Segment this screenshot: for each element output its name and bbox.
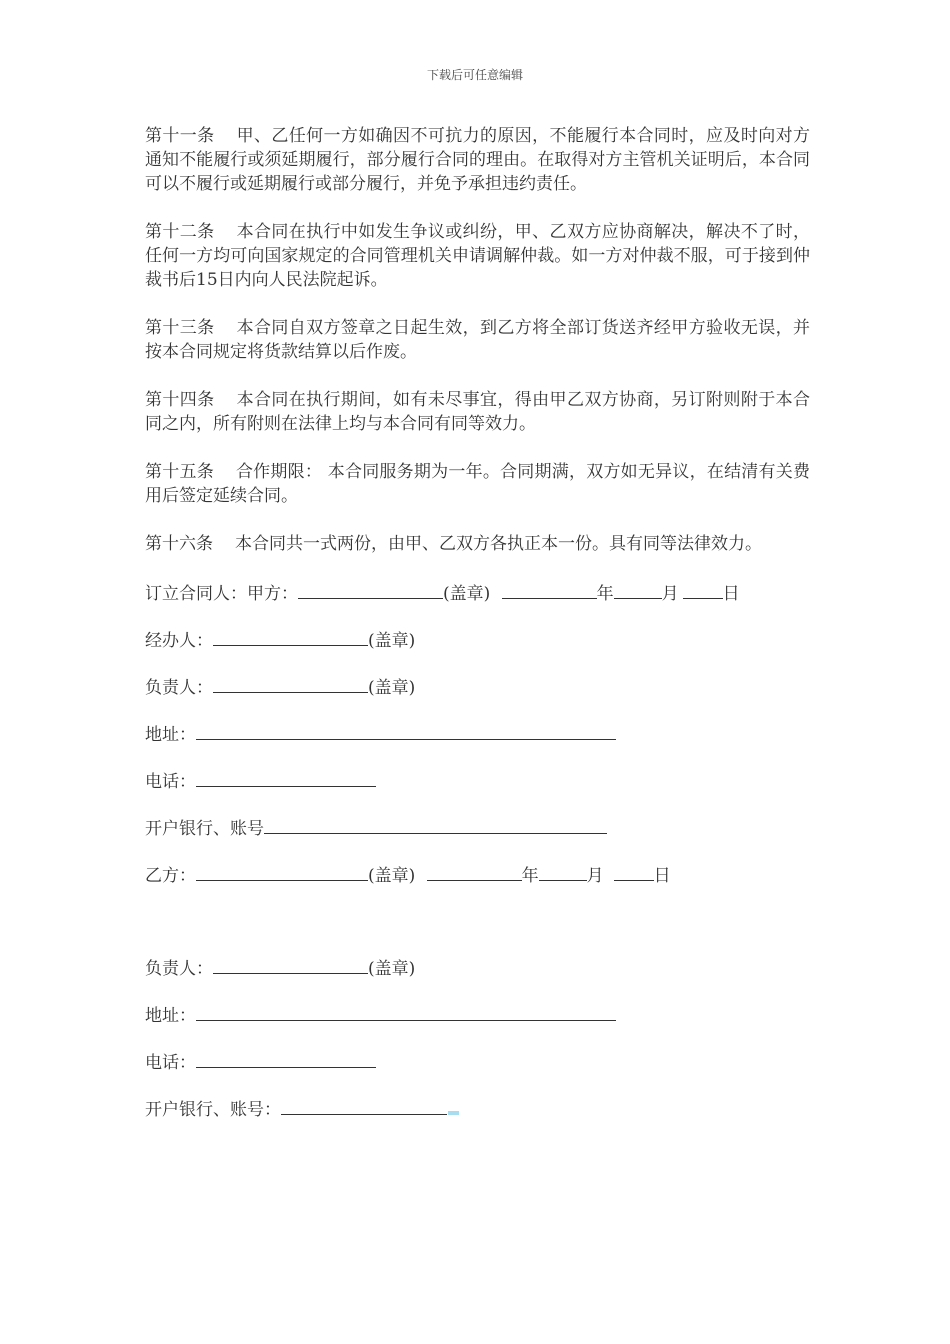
party-b-phone-blank[interactable] (196, 1049, 376, 1068)
clause-text: 本合同在执行中如发生争议或纠纷，甲、乙双方应协商解决，解决不了时，任何一方均可向国家规定的合同管理机关申请调解仲裁。如一方对仲裁不服，可于接到仲裁书后15日内向人民法院起诉。 (145, 222, 811, 290)
party-a-bank-row (145, 815, 810, 839)
party-a-agent-blank[interactable] (213, 627, 368, 646)
party-a-day-label: 日 (722, 584, 740, 604)
clause-text: 合作期限： 本合同服务期为一年。合同期满，双方如无异议，在结清有关费用后签定延续合同。 (145, 462, 811, 506)
party-b-year-label: 年 (521, 866, 539, 886)
clause-number: 第十一条 (145, 126, 215, 146)
clause-13 (145, 316, 810, 364)
clause-text: 本合同共一式两份，由甲、乙双方各执正本一份。具有同等法律效力。 (235, 534, 762, 554)
party-a-phone-label: 电话： (145, 772, 196, 792)
party-a-phone-row (145, 768, 810, 792)
party-a-address-label: 地址： (145, 725, 196, 745)
party-b-leader-label: 负责人： (145, 959, 213, 979)
party-a-leader-row (145, 674, 810, 698)
party-a-signature-row (145, 580, 810, 604)
party-a-leader-label: 负责人： (145, 678, 213, 698)
party-a-year-label: 年 (596, 584, 614, 604)
party-b-leader-row (145, 955, 810, 979)
party-b-phone-row (145, 1049, 810, 1073)
party-b-address-label: 地址： (145, 1006, 196, 1026)
party-b-address-row (145, 1002, 810, 1026)
party-b-leader-blank[interactable] (213, 955, 368, 974)
party-b-name-blank[interactable] (196, 862, 368, 881)
party-b-leader-seal: (盖章) (368, 959, 416, 979)
clause-16 (145, 532, 810, 556)
party-a-year-blank[interactable] (502, 580, 597, 599)
party-a-month-label: 月 (661, 584, 679, 604)
clause-number: 第十五条 (145, 462, 214, 482)
party-b-month-label: 月 (586, 866, 604, 886)
party-a-month-blank[interactable] (614, 580, 662, 599)
party-a-address-blank[interactable] (196, 721, 616, 740)
party-a-address-row (145, 721, 810, 745)
party-a-bank-blank[interactable] (264, 815, 607, 834)
party-a-leader-seal: (盖章) (368, 678, 416, 698)
clause-15 (145, 460, 810, 508)
party-a-agent-label: 经办人： (145, 631, 213, 651)
party-b-month-blank[interactable] (539, 862, 587, 881)
page-header-note: 下载后可任意编辑 (426, 68, 523, 82)
party-b-label: 乙方： (145, 866, 196, 886)
party-a-bank-label: 开户银行、账号 (145, 819, 264, 839)
party-b-day-label: 日 (653, 866, 671, 886)
clause-text: 本合同在执行期间，如有未尽事宜，得由甲乙双方协商，另订附则附于本合同之内，所有附则在法律上均与本合同有同等效力。 (145, 390, 811, 434)
spacer (145, 909, 810, 955)
contract-body (145, 124, 810, 1143)
clause-number: 第十二条 (145, 222, 215, 242)
party-a-leader-blank[interactable] (213, 674, 368, 693)
clause-14 (145, 388, 810, 436)
clause-number: 第十三条 (145, 318, 215, 338)
party-b-signature-row (145, 862, 810, 886)
clause-text: 甲、乙任何一方如确因不可抗力的原因，不能履行本合同时，应及时向对方通知不能履行或须延期履行，部分履行合同的理由。在取得对方主管机关证明后，本合同可以不履行或延期履行或部分履行，并免予承担违约责任。 (145, 126, 811, 194)
party-a-name-blank[interactable] (298, 580, 443, 599)
clause-text: 本合同自双方签章之日起生效，到乙方将全部订货送齐经甲方验收无误，并按本合同规定将货款结算以后作废。 (145, 318, 811, 362)
party-a-agent-row (145, 627, 810, 651)
party-b-year-blank[interactable] (427, 862, 522, 881)
clause-number: 第十六条 (145, 534, 213, 554)
clause-11 (145, 124, 810, 196)
clause-number: 第十四条 (145, 390, 215, 410)
party-a-agent-seal: (盖章) (368, 631, 416, 651)
clause-12 (145, 220, 810, 292)
party-a-day-blank[interactable] (683, 580, 723, 599)
party-b-phone-label: 电话： (145, 1053, 196, 1073)
party-b-seal: (盖章) (368, 866, 416, 886)
party-a-seal: (盖章) (443, 584, 491, 604)
text-cursor-highlight (448, 1111, 459, 1115)
party-a-phone-blank[interactable] (196, 768, 376, 787)
party-b-address-blank[interactable] (196, 1002, 616, 1021)
party-b-bank-blank[interactable] (281, 1096, 447, 1115)
party-b-bank-label: 开户银行、账号： (145, 1100, 281, 1120)
party-b-day-blank[interactable] (614, 862, 654, 881)
party-a-label: 订立合同人：甲方： (145, 584, 298, 604)
party-b-bank-row (145, 1096, 810, 1120)
